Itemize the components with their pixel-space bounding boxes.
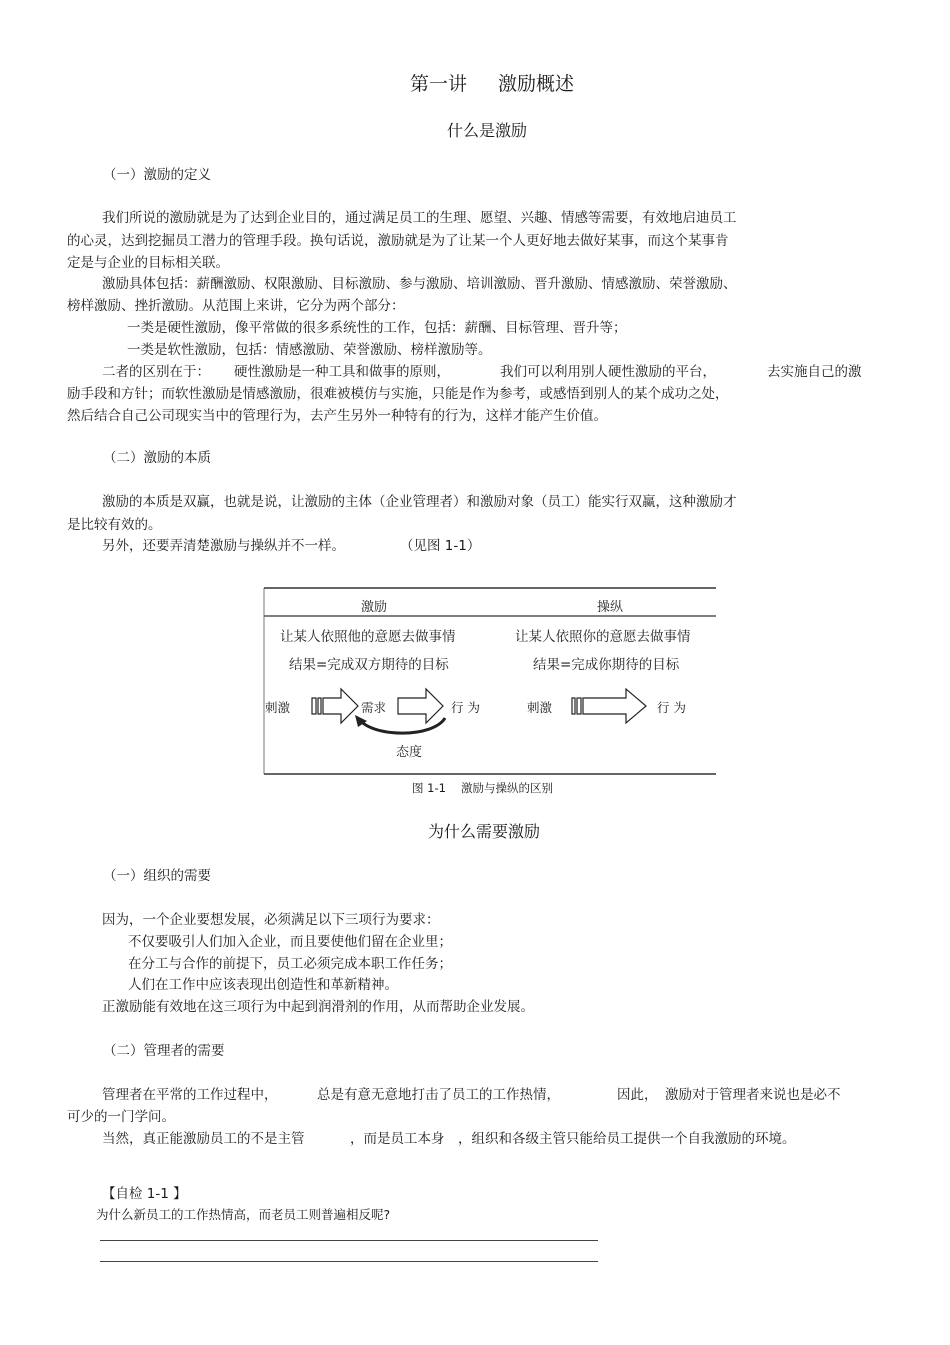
figure-reference: （见图 1-1） — [400, 538, 481, 554]
difference-line-3: 然后结合自己公司现实当中的管理行为，去产生另外一种特有的行为，这样才能产生价值。 — [67, 408, 607, 424]
figure-attitude-label: 态度 — [396, 745, 423, 760]
types-line-1: 激励具体包括：薪酬激励、权限激励、目标激励、参与激励、培训激励、晋升激励、情感激励、荣誉激励、 — [102, 276, 737, 292]
subheading-organization: （一）组织的需要 — [103, 868, 211, 884]
self-motivation-c: ，组织和各级主管只能给员工提供一个自我激励的环境。 — [458, 1131, 796, 1147]
difference-line-1b: 硬性激励是一种工具和做事的原则， — [234, 364, 450, 380]
figure-right-title: 操纵 — [597, 600, 624, 615]
subheading-definition: （一）激励的定义 — [103, 167, 211, 183]
figure-left-behavior-label: 行 为 — [451, 700, 480, 715]
manager-line-1c: 因此， — [617, 1087, 658, 1103]
self-motivation-a: 当然，真正能激励员工的不是主管 — [102, 1131, 305, 1147]
figure-left-line-2: 结果=完成双方期待的目标 — [289, 657, 449, 673]
figure-left-line-1: 让某人依照他的意愿去做事情 — [280, 629, 456, 645]
figure-incentive-vs-manipulation — [263, 578, 717, 776]
figure-caption-number: 图 1-1 — [412, 781, 446, 795]
right-stimulus-arrow — [572, 689, 646, 723]
manager-line-2: 可少的一门学问。 — [67, 1109, 175, 1125]
attitude-feedback-curve — [359, 718, 445, 733]
figure-need-label: 需求 — [361, 700, 387, 715]
types-line-2: 榜样激励、挫折激励。从范围上来讲，它分为两个部分： — [67, 298, 405, 314]
difference-line-1a: 二者的区别在于： — [102, 364, 210, 380]
figure-left-stimulus-label: 刺激 — [265, 700, 291, 715]
left-stimulus-arrow — [312, 689, 358, 723]
difference-line-1d: 去实施自己的激 — [767, 364, 862, 380]
left-behavior-arrow — [398, 689, 443, 723]
figure-right-line-1: 让某人依照你的意愿去做事情 — [515, 629, 691, 645]
figure-caption-text: 激励与操纵的区别 — [461, 781, 553, 795]
subheading-manager: （二）管理者的需要 — [103, 1043, 225, 1059]
difference-line-2: 励手段和方针；而软性激励是情感激励，很难被模仿与实施，只能是作为参考，或感悟到别人的某个成功之处， — [67, 386, 729, 402]
hard-incentive-item: 一类是硬性激励，像平常做的很多系统性的工作，包括：薪酬、目标管理、晋升等； — [127, 320, 627, 336]
definition-line-1: 我们所说的激励就是为了达到企业目的，通过满足员工的生理、愿望、兴趣、情感等需要，有效地启迪员工 — [102, 210, 737, 226]
organization-conclusion: 正激励能有效地在这三项行为中起到润滑剂的作用，从而帮助企业发展。 — [102, 999, 534, 1015]
answer-line-2[interactable] — [100, 1261, 598, 1262]
section-heading-why: 为什么需要激励 — [428, 822, 541, 841]
definition-line-2: 的心灵，达到挖掘员工潜力的管理手段。换句话说，激励就是为了让某一个人更好地去做好某事，而这个某事肯 — [67, 233, 729, 249]
manipulation-note: 另外，还要弄清楚激励与操纵并不一样。 — [102, 538, 345, 554]
figure-right-behavior-label: 行 为 — [657, 700, 686, 715]
organization-intro: 因为，一个企业要想发展，必须满足以下三项行为要求： — [102, 912, 440, 928]
self-motivation-b: ，而是员工本身 — [350, 1131, 445, 1147]
figure-graphic — [263, 578, 717, 776]
manager-line-1d: 激励对于管理者来说也是必不 — [665, 1087, 841, 1103]
subheading-essence: （二）激励的本质 — [103, 450, 211, 466]
page-title: 激励概述 — [498, 73, 575, 95]
figure-left-title: 激励 — [361, 600, 388, 615]
organization-item-2: 在分工与合作的前提下，员工必须完成本职工作任务； — [128, 956, 452, 972]
manager-line-1b: 总是有意无意地打击了员工的工作热情， — [317, 1087, 560, 1103]
organization-item-3: 人们在工作中应该表现出创造性和革新精神。 — [128, 977, 398, 993]
figure-right-stimulus-label: 刺激 — [527, 700, 553, 715]
answer-line-1[interactable] — [100, 1240, 598, 1241]
organization-item-1: 不仅要吸引人们加入企业，而且要使他们留在企业里； — [128, 934, 452, 950]
self-check-label: 【自检 1-1 】 — [102, 1186, 187, 1202]
self-check-question: 为什么新员工的工作热情高，而老员工则普遍相反呢? — [96, 1207, 391, 1222]
section-heading-what: 什么是激励 — [447, 121, 528, 140]
soft-incentive-item: 一类是软性激励，包括：情感激励、荣誉激励、榜样激励等。 — [127, 342, 492, 358]
lecture-number: 第一讲 — [410, 73, 468, 95]
manager-line-1a: 管理者在平常的工作过程中， — [102, 1087, 278, 1103]
figure-right-line-2: 结果=完成你期待的目标 — [533, 657, 680, 673]
definition-line-3: 定是与企业的目标相关联。 — [67, 255, 229, 271]
difference-line-1c: 我们可以利用别人硬性激励的平台， — [500, 364, 716, 380]
essence-line-1: 激励的本质是双赢，也就是说，让激励的主体（企业管理者）和激励对象（员工）能实行双赢，这种激励才 — [102, 494, 737, 510]
essence-line-2: 是比较有效的。 — [67, 517, 162, 533]
